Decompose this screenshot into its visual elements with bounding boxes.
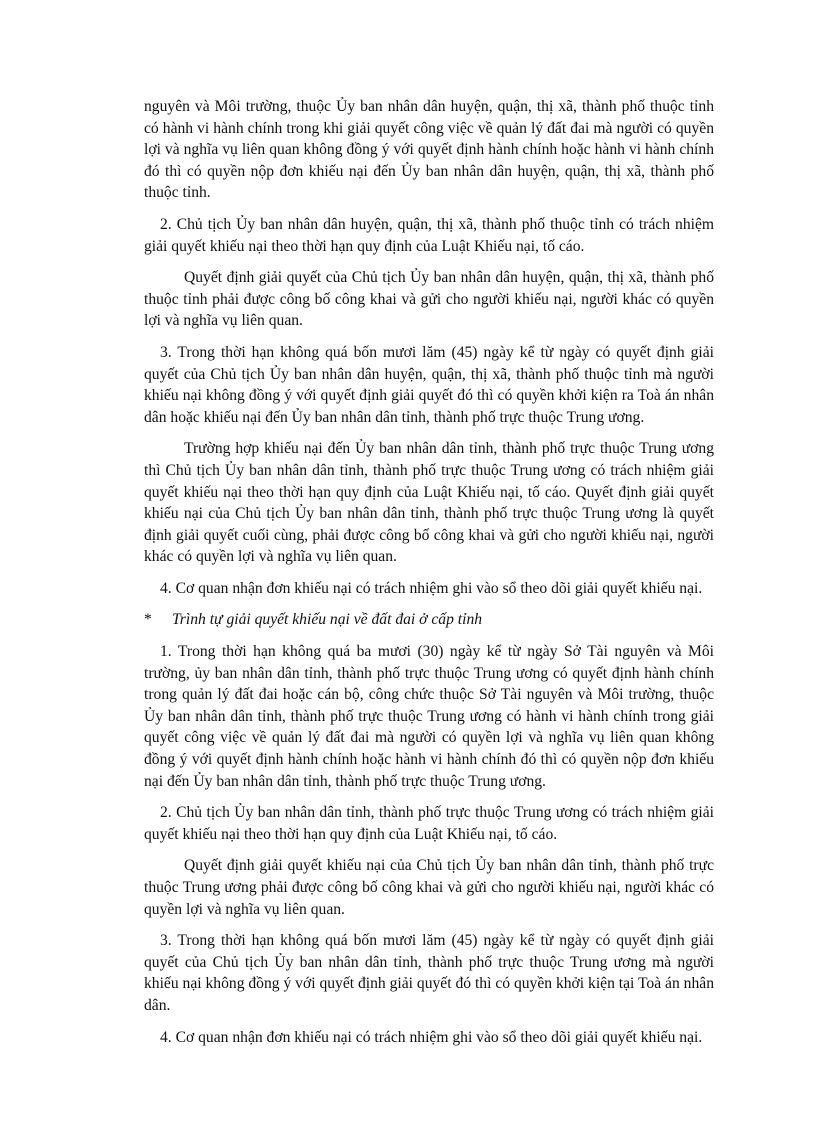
- paragraph-province-item-3: 3. Trong thời hạn không quá bốn mươi lăm (45) ngày kể từ ngày có quyết định giải quyết của Chủ tịch Ủy ban nhân dân tỉnh, thành phố trực thuộc Trung ương mà người khiếu nại không đồng ý với quyết định giải quyết đó thì có quyền khởi kiện tại Toà án nhân dân.: [144, 932, 714, 1014]
- section-heading: [144, 609, 714, 631]
- paragraph-item-4: 4. Cơ quan nhận đơn khiếu nại có trách nhiệm ghi vào sổ theo dõi giải quyết khiếu nại.: [160, 579, 703, 597]
- document-page: [144, 96, 714, 1058]
- section-heading-text: Trình tự giải quyết khiếu nại về đất đai ở cấp tỉnh: [172, 611, 483, 629]
- paragraph-decision: Quyết định giải quyết của Chủ tịch Ủy ban nhân dân huyện, quận, thị xã, thành phố thuộc tỉnh phải được công bố công khai và gửi cho người khiếu nại, người khác có quyền lợi và nghĩa vụ liên quan.: [144, 269, 714, 330]
- paragraph-province-case: Trường hợp khiếu nại đến Ủy ban nhân dân tỉnh, thành phố trực thuộc Trung ương thì Chủ tịch Ủy ban nhân dân tỉnh, thành phố trực thuộc Trung ương có trách nhiệm giải quyết khiếu nại theo thời hạn quy định của Luật Khiếu nại, tố cáo. Quyết định giải quyết khiếu nại của Chủ tịch Ủy ban nhân dân tỉnh, thành phố trực thuộc Trung ương là quyết định giải quyết cuối cùng, phải được công bố công khai và gửi cho người khiếu nại, người khác có quyền lợi và nghĩa vụ liên quan.: [144, 440, 714, 566]
- paragraph-continuation: nguyên và Môi trường, thuộc Ủy ban nhân dân huyện, quận, thị xã, thành phố thuộc tỉnh có hành vi hành chính trong khi giải quyết công việc về quản lý đất đai mà người có quyền lợi và nghĩa vụ liên quan không đồng ý với quyết định hành chính hoặc hành vi hành chính đó thì có quyền nộp đơn khiếu nại đến Ủy ban nhân dân huyện, quận, thị xã, thành phố thuộc tỉnh.: [144, 98, 714, 202]
- paragraph-item-2: 2. Chủ tịch Ủy ban nhân dân huyện, quận, thị xã, thành phố thuộc tỉnh có trách nhiệm giải quyết khiếu nại theo thời hạn quy định của Luật Khiếu nại, tố cáo.: [144, 215, 714, 255]
- paragraph-province-item-1: 1. Trong thời hạn không quá ba mươi (30) ngày kể từ ngày Sở Tài nguyên và Môi trường, ủy ban nhân dân tỉnh, thành phố trực thuộc Trung ương có quyết định hành chính trong quản lý đất đai hoặc cán bộ, công chức thuộc Sở Tài nguyên và Môi trường, thuộc Ủy ban nhân dân tỉnh, thành phố trực thuộc Trung ương có hành vi hành chính trong giải quyết công việc về quản lý đất đai mà người có quyền lợi và nghĩa vụ liên quan không đồng ý với quyết định hành chính hoặc hành vi hành chính đó thì có quyền nộp đơn khiếu nại đến Ủy ban nhân dân tỉnh, thành phố trực thuộc Trung ương.: [144, 643, 714, 790]
- paragraph-province-item-4: 4. Cơ quan nhận đơn khiếu nại có trách nhiệm ghi vào sổ theo dõi giải quyết khiếu nại.: [160, 1028, 703, 1046]
- paragraph-province-item-2: 2. Chủ tịch Ủy ban nhân dân tỉnh, thành phố trực thuộc Trung ương có trách nhiệm giải quyết khiếu nại theo thời hạn quy định của Luật Khiếu nại, tố cáo.: [144, 804, 714, 843]
- paragraph-item-3: 3. Trong thời hạn không quá bốn mươi lăm (45) ngày kể từ ngày có quyết định giải quyết của Chủ tịch Ủy ban nhân dân huyện, quận, thị xã, thành phố thuộc tỉnh mà người khiếu nại không đồng ý với quyết định giải quyết đó thì có quyền khởi kiện ra Toà án nhân dân hoặc khiếu nại đến Ủy ban nhân dân tỉnh, thành phố trực thuộc Trung ương.: [144, 343, 714, 426]
- bullet-asterisk-icon: *: [144, 611, 152, 629]
- paragraph-province-decision: Quyết định giải quyết khiếu nại của Chủ tịch Ủy ban nhân dân tỉnh, thành phố trực thuộc Trung ương phải được công bố công khai và gửi cho người khiếu nại, người khác có quyền lợi và nghĩa vụ liên quan.: [144, 857, 714, 918]
